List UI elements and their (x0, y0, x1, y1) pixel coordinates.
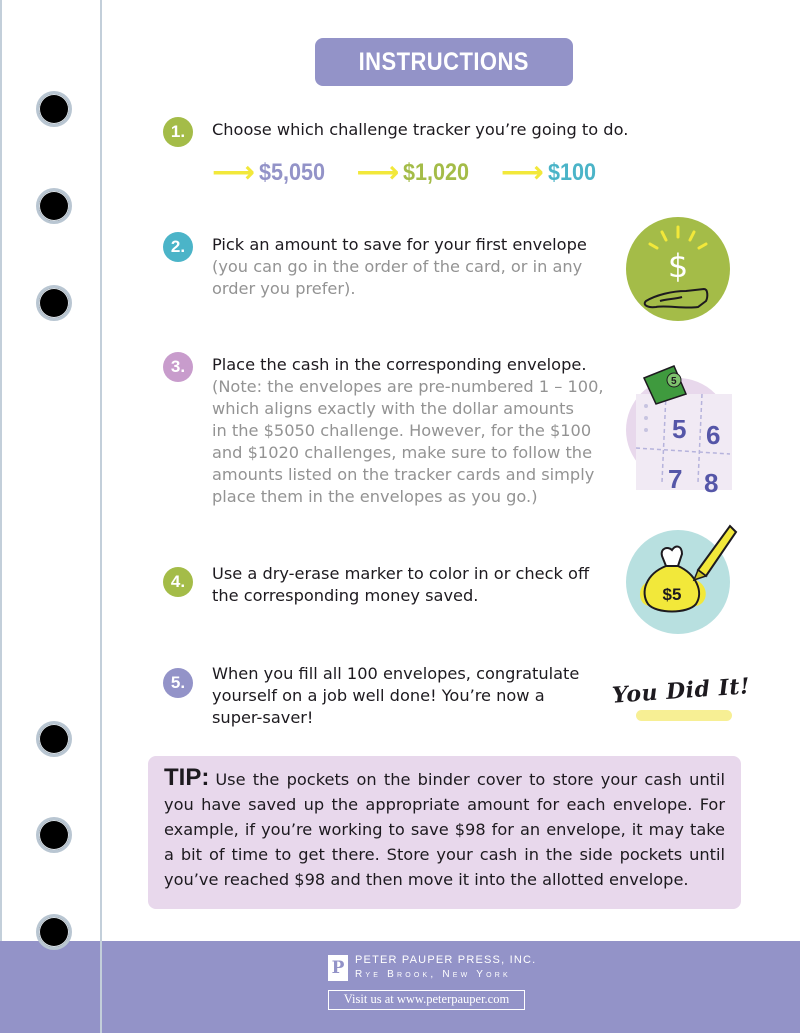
step-text: When you fill all 100 envelopes, congratulate (212, 664, 580, 683)
step-text-block (212, 354, 604, 508)
page-edge (0, 0, 2, 1033)
step-number-badge: 4. (163, 567, 193, 597)
svg-text:5: 5 (672, 414, 687, 444)
step-text-block (212, 563, 589, 607)
hand-dollar-icon (626, 217, 730, 321)
step-text: the corresponding money saved. (212, 586, 479, 605)
challenge-option (500, 155, 601, 190)
step-text-block (212, 663, 579, 729)
arrow-right-icon: ⟶ (212, 155, 256, 190)
margin-line (100, 0, 102, 1033)
svg-text:5: 5 (671, 376, 677, 387)
you-did-it-text: You Did It! (611, 673, 751, 709)
tip-label: TIP: (164, 764, 210, 791)
step-note: which aligns exactly with the dollar amounts (212, 399, 574, 418)
step-text: Choose which challenge tracker you’re going to do. (212, 120, 629, 139)
publisher-footer (0, 941, 800, 1033)
step-text: Use a dry-erase marker to color in or check off (212, 564, 590, 583)
binder-hole (36, 914, 72, 950)
step-note: amounts listed on the tracker cards and simply (212, 465, 595, 484)
step-number-badge: 1. (163, 117, 193, 147)
instructions-header (315, 38, 573, 86)
step-number-badge: 3. (163, 352, 193, 382)
svg-text:7: 7 (668, 464, 683, 494)
money-bag-illustration (626, 520, 738, 634)
step-note: and $1020 challenges, make sure to follow the (212, 443, 593, 462)
challenge-amount: $5,050 (259, 159, 326, 186)
cash-bill-icon (640, 364, 690, 404)
tip-paragraph (164, 765, 725, 892)
money-bag-icon (626, 520, 738, 634)
step-text-block (212, 234, 587, 300)
step-number-badge: 2. (163, 232, 193, 262)
tip-box (148, 756, 741, 909)
step-text: super-saver! (212, 708, 314, 727)
binder-hole (36, 91, 72, 127)
challenge-amount: $1,020 (403, 159, 470, 186)
step-note: place them in the envelopes as you go.) (212, 487, 538, 506)
svg-text:$: $ (667, 247, 689, 285)
arrow-right-icon: ⟶ (500, 155, 544, 190)
challenge-amount: $100 (547, 159, 596, 186)
binder-hole (36, 188, 72, 224)
you-did-it-lettering (611, 673, 752, 726)
page-title: INSTRUCTIONS (358, 47, 530, 76)
step-text: Place the cash in the corresponding envelope. (212, 355, 587, 374)
binder-hole (36, 285, 72, 321)
svg-text:8: 8 (704, 468, 719, 498)
svg-text:6: 6 (706, 420, 721, 450)
challenge-option (356, 155, 476, 190)
step-text: Pick an amount to save for your first envelope (212, 235, 587, 254)
binder-hole (36, 721, 72, 757)
highlight-stroke (636, 710, 732, 721)
challenge-option (212, 155, 332, 190)
step-note: (Note: the envelopes are pre-numbered 1 – 100, (212, 377, 604, 396)
hand-dollar-illustration (626, 217, 730, 321)
step-note: order you prefer). (212, 279, 356, 298)
step-number-badge: 5. (163, 668, 193, 698)
arrow-right-icon: ⟶ (356, 155, 400, 190)
challenge-options (212, 155, 619, 190)
publisher-name: PETER PAUPER PRESS, INC. (355, 954, 537, 966)
step-text: yourself on a job well done! You’re now a (212, 686, 545, 705)
tip-text: Use the pockets on the binder cover to store your cash until you have saved up the appropriate amount for each envelope. For example, if you’re working to save $98 for an envelope, it may take a bit of time to get there. Store your cash in the side pockets until you’ve reached $98 and then move it into the allotted envelope. (164, 770, 725, 889)
svg-text:$5: $5 (662, 585, 682, 604)
publisher-location: Rye Brook, New York (355, 969, 511, 980)
step-note: in the $5050 challenge. However, for the $100 (212, 421, 592, 440)
binder-hole (36, 817, 72, 853)
website-link[interactable]: Visit us at www.peterpauper.com (328, 990, 525, 1010)
envelope-numbers-illustration (626, 364, 736, 498)
publisher-logo-icon: P (328, 955, 348, 981)
step-note: (you can go in the order of the card, or in any (212, 257, 583, 276)
